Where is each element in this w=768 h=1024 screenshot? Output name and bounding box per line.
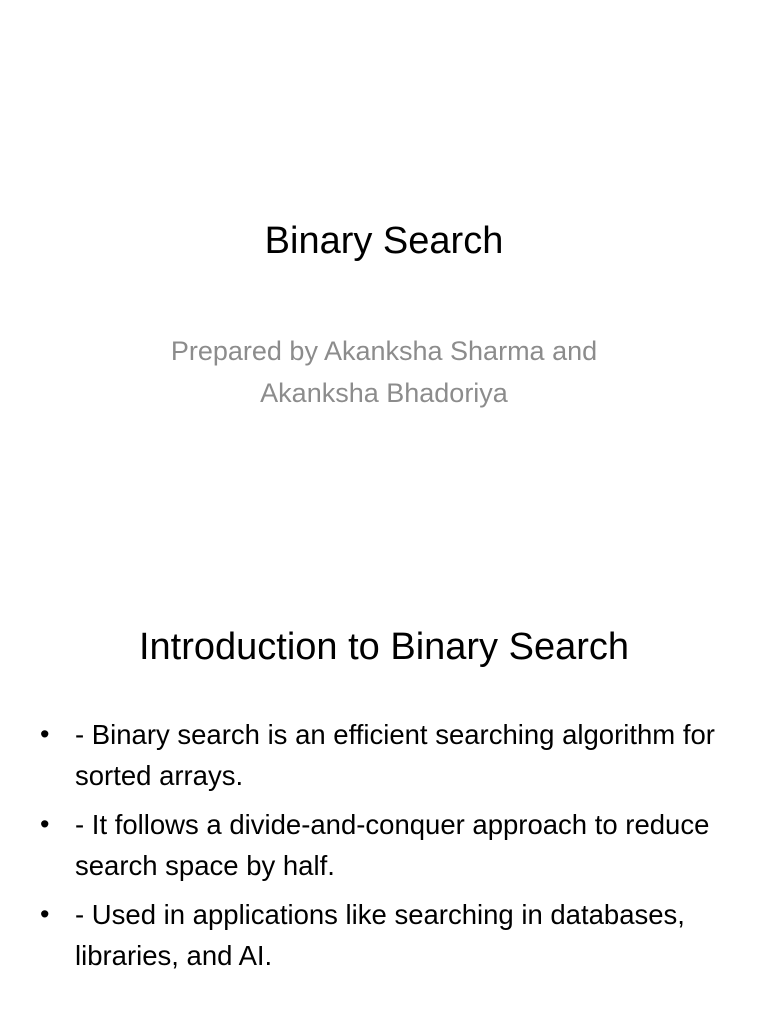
content-slide xyxy=(0,576,768,1024)
subtitle-line-1: Prepared by Akanksha Sharma and xyxy=(170,336,598,366)
slide-subtitle xyxy=(84,330,684,414)
bullet-item xyxy=(40,714,730,796)
bullet-text: - Used in applications like searching in databases, libraries, and AI. xyxy=(75,899,685,971)
bullet-item xyxy=(40,894,730,976)
bullet-marker: • xyxy=(40,719,50,749)
bullet-marker: • xyxy=(40,899,50,929)
bullet-text: - Binary search is an efficient searching algorithm for sorted arrays. xyxy=(75,719,715,791)
bullet-item xyxy=(40,804,730,886)
bullet-list xyxy=(40,714,730,984)
bullet-marker: • xyxy=(40,809,50,839)
slide-heading: Introduction to Binary Search xyxy=(138,626,630,668)
bullet-text: - It follows a divide-and-conquer approach to reduce search space by half. xyxy=(75,809,710,881)
slide-title: Binary Search xyxy=(264,220,504,262)
subtitle-line-2: Akanksha Bhadoriya xyxy=(260,378,508,408)
